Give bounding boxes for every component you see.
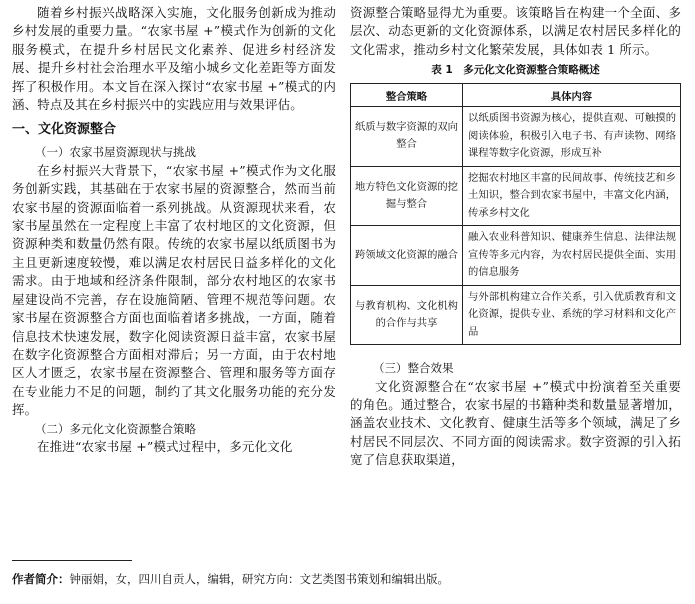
- table-cell-content: 与外部机构建立合作关系，引入优质教育和文化资源，提供专业、系统的学习材料和文化产品: [463, 285, 681, 345]
- table-cell-content: 挖掘农村地区丰富的民间故事、传统技艺和乡土知识，整合到农家书屋中，丰富文化内涵，传承乡村文化: [463, 166, 681, 226]
- table-row: [351, 166, 681, 226]
- table-row: [351, 226, 681, 286]
- table-header-strategy: 整合策略: [351, 84, 463, 107]
- left-column: [12, 4, 336, 456]
- table-caption: 表 1 多元化文化资源整合策略概述: [431, 64, 600, 77]
- subsection-heading-status-challenges: （一）农家书屋资源现状与挑战: [35, 145, 196, 160]
- strategy-paragraph-continued: 资源整合策略显得尤为重要。该策略旨在构建一个全面、多层次、动态更新的文化资源体系，以满足农村居民多样化的文化需求，推动乡村文化繁荣发展，具体如表 1 所示。: [350, 5, 681, 57]
- table-cell-content: 以纸质图书资源为核心，提供直观、可触摸的阅读体验，积极引入电子书、有声读物、网络课程等数字化资源，形成互补: [463, 107, 681, 167]
- author-note: [12, 571, 681, 587]
- table-row: [351, 285, 681, 345]
- table-cell-strategy: 与教育机构、文化机构的合作与共享: [351, 285, 463, 345]
- author-note-label: 作者简介：: [12, 572, 70, 586]
- right-column: [350, 4, 681, 470]
- strategy-paragraph-start: 在推进“农家书屋 +”模式过程中，多元化文化: [37, 438, 293, 454]
- section-heading-resource-integration: 一、文化资源整合: [12, 122, 117, 138]
- subsection-heading-integration-effect: （三）整合效果: [373, 361, 454, 376]
- table-cell-strategy: 纸质与数字资源的双向整合: [351, 107, 463, 167]
- table-cell-strategy: 地方特色文化资源的挖掘与整合: [351, 166, 463, 226]
- intro-paragraph: 随着乡村振兴战略深入实施，文化服务创新成为推动乡村发展的重要力量。“农家书屋 +”模式作为创新的文化服务模式，在提升乡村居民文化素养、促进乡村经济发展、提升乡村社会治理水平及缩小城乡文化差距等方面发挥了积极作用。本文旨在深入探讨“农家书屋 +”模式的内涵、特点及其在乡村振兴中的实践应用与效果评估。: [12, 5, 336, 113]
- footnote-divider: [12, 560, 132, 561]
- table-cell-strategy: 跨领域文化资源的融合: [351, 226, 463, 286]
- status-challenges-paragraph: 在乡村振兴大背景下，“农家书屋 +”模式作为文化服务创新实践，其基础在于农家书屋的资源整合，然而当前农家书屋的资源面临着一系列挑战。从资源现状来看，农家书屋虽然在一定程度上丰富了农村地区的文化资源，但资源种类和数量仍然有限。传统的农家书屋以纸质图书为主且更新速度较慢，难以满足农村居民日益多样化的文化需求。由于地域和经济条件限制，部分农村地区的农家书屋建设尚不完善，存在设施简陋、管理不规范等问题。农家书屋在资源整合方面也面临着诸多挑战，一方面，随着信息技术快速发展，数字化阅读资源日益丰富，农家书屋在数字化资源整合方面相对滞后；另一方面，由于农村地区人才匮乏，农家书屋在资源整合、管理和服务等方面存在专业能力不足的问题，制约了其文化服务功能的充分发挥。: [12, 162, 336, 418]
- integration-effect-paragraph: 文化资源整合在“农家书屋 +”模式中扮演着至关重要的角色。通过整合，农家书屋的书籍种类和数量显著增加，涵盖农业技术、文化教育、健康生活等多个领域，满足了乡村居民不同层次、不同方面的阅读需求。数字资源的引入拓宽了信息获取渠道，: [350, 378, 681, 468]
- table-cell-content: 融入农业科普知识、健康养生信息、法律法规宣传等多元内容，为农村居民提供全面、实用的信息服务: [463, 226, 681, 286]
- author-note-text: 钟丽娟，女，四川自贡人，编辑，研究方向：文艺类图书策划和编辑出版。: [69, 572, 449, 586]
- footnote-area: [12, 560, 681, 587]
- strategy-table: [350, 83, 681, 345]
- subsection-heading-diversified-strategy: （二）多元化文化资源整合策略: [35, 421, 196, 436]
- table-row: [351, 107, 681, 167]
- table-header-content: 具体内容: [463, 84, 681, 107]
- table-header-row: [351, 84, 681, 107]
